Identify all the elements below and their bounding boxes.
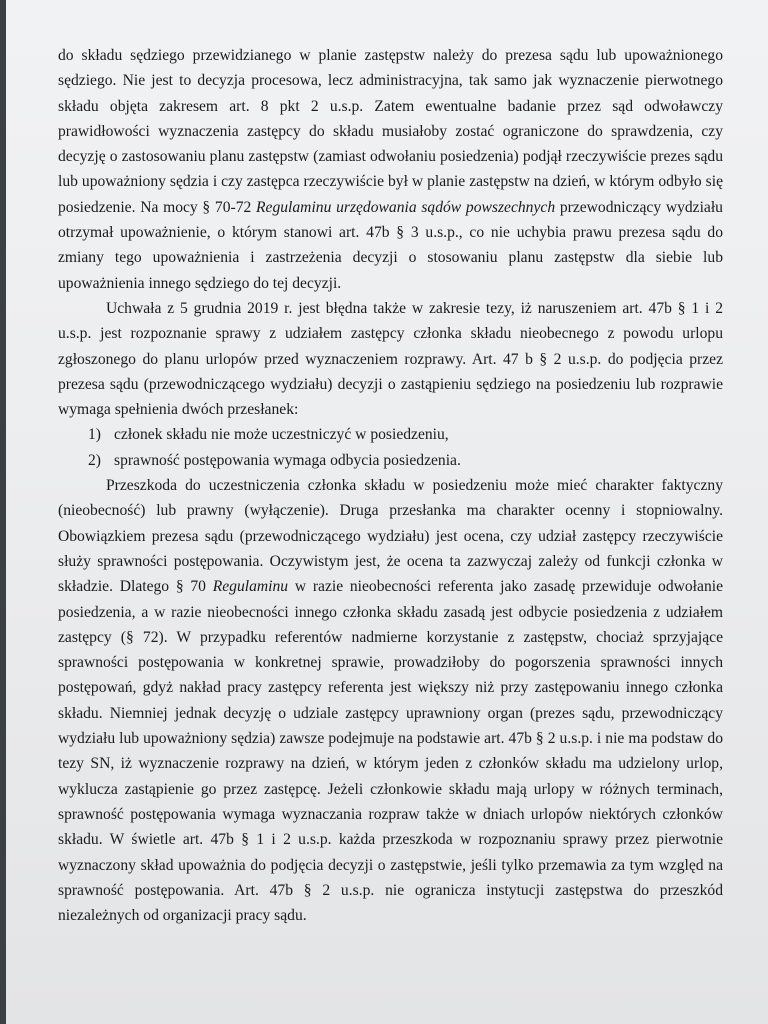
list-item-text: członek składu nie może uczestniczyć w posiedzeniu, <box>114 426 449 444</box>
list-item-text: sprawność postępowania wymaga odbycia posiedzenia. <box>114 451 461 469</box>
document-page <box>6 0 768 1024</box>
regulation-short-title: Regulaminu <box>212 578 289 596</box>
list-item <box>58 448 723 473</box>
paragraph-3-text-b: w razie nieobecności referenta jako zasadę przewiduje odwołanie posiedzenia, a w razie nieobecności innego członka składu zasadą jest odbycie posiedzenia z udziałem zastępcy (§ 72). W przypadku referentów nadmierne korzystanie z zastępstw, chociaż sprzyjające sprawności postępowania w konkretnej sprawie, prowadziłoby do pogorszenia sprawności innych postępowań, gdyż nakład pracy zastępcy referenta jest większy niż przy zastępowaniu innego członka składu. Niemniej jednak decyzję o udziale zastępcy uprawniony organ (prezes sądu, przewodniczący wydziału lub upoważniony sędzia) zawsze podejmuje na podstawie art. 47b § 2 u.s.p. i nie ma podstaw do tezy SN, iż wyznaczenie rozprawy na dzień, w którym jeden z członków składu ma udzielony urlop, wyklucza zastąpienie go przez zastępcę. Jeżeli członkowie składu mają urlopy w różnych terminach, sprawność postępowania wymaga wyznaczania rozpraw także w dniach urlopów niektórych członków składu. W świetle art. 47b § 1 i 2 u.s.p. każda przeszkoda w rozpoznaniu sprawy przez pierwotnie wyznaczony skład upoważnia do podjęcia decyzji o zastępstwie, jeśli tylko przemawia za tym względ na sprawność postępowania. Art. 47b § 2 u.s.p. nie ogranicza instytucji zastępstwa do przeszkód niezależnych od organizacji pracy sądu. <box>58 578 723 925</box>
list-item-number: 1) <box>88 426 101 444</box>
conditions-list <box>58 422 723 473</box>
paragraph-1-text-b: przewodniczący wydziału otrzymał upoważnienie, o którym stanowi art. 47b § 3 u.s.p., co nie uchybia prawu prezesa sądu do zmiany tego upoważnienia i zastrzeżenia decyzji o stosowaniu planu zastępstw dla siebie lub upoważnienia innego sędziego do tej decyzji. <box>58 198 723 292</box>
paragraph-1 <box>58 43 723 296</box>
paragraph-3 <box>58 473 723 928</box>
regulation-title: Regulaminu urzędowania sądów powszechnych <box>256 198 556 216</box>
list-item <box>58 422 723 447</box>
paragraph-1-text-a: do składu sędziego przewidzianego w planie zastępstw należy do prezesa sądu lub upoważnionego sędziego. Nie jest to decyzja procesowa, lecz administracyjna, tak samo jak wyznaczenie pierwotnego składu objęta zakresem art. 8 pkt 2 u.s.p. Zatem ewentualne badanie przez sąd odwoławczy prawidłowości wyznaczenia zastępcy do składu musiałoby zostać ograniczone do sprawdzenia, czy decyzję o zastosowaniu planu zastępstw (zamiast odwołaniu posiedzenia) podjął rzeczywiście prezes sądu lub upoważniony sędzia i czy zastępca rzeczywiście był w planie zastępstw na dzień, w którym odbyło się posiedzenie. Na mocy § 70-72 <box>58 47 723 216</box>
paragraph-3-text-a: Przeszkoda do uczestniczenia członka składu w posiedzeniu może mieć charakter faktyczny (nieobecność) lub prawny (wyłączenie). Druga przesłanka ma charakter ocenny i stopniowalny. Obowiązkiem prezesa sądu (przewodniczącego wydziału) jest ocena, czy udział zastępcy rzeczywiście służy sprawności postępowania. Oczywistym jest, że ocena ta zazwyczaj zależy od funkcji członka w składzie. Dlatego § 70 <box>58 477 723 596</box>
document-body <box>58 43 723 928</box>
list-item-number: 2) <box>88 451 101 469</box>
paragraph-2: Uchwała z 5 grudnia 2019 r. jest błędna także w zakresie tezy, iż naruszeniem art. 47b § 1 i 2 u.s.p. jest rozpoznanie sprawy z udziałem zastępcy członka składu nieobecnego z powodu urlopu zgłoszonego do planu urlopów przed wyznaczeniem rozprawy. Art. 47 b § 2 u.s.p. do podjęcia przez prezesa sądu (przewodniczącego wydziału) decyzji o zastąpieniu sędziego na posiedzeniu lub rozprawie wymaga spełnienia dwóch przesłanek: <box>58 299 723 419</box>
